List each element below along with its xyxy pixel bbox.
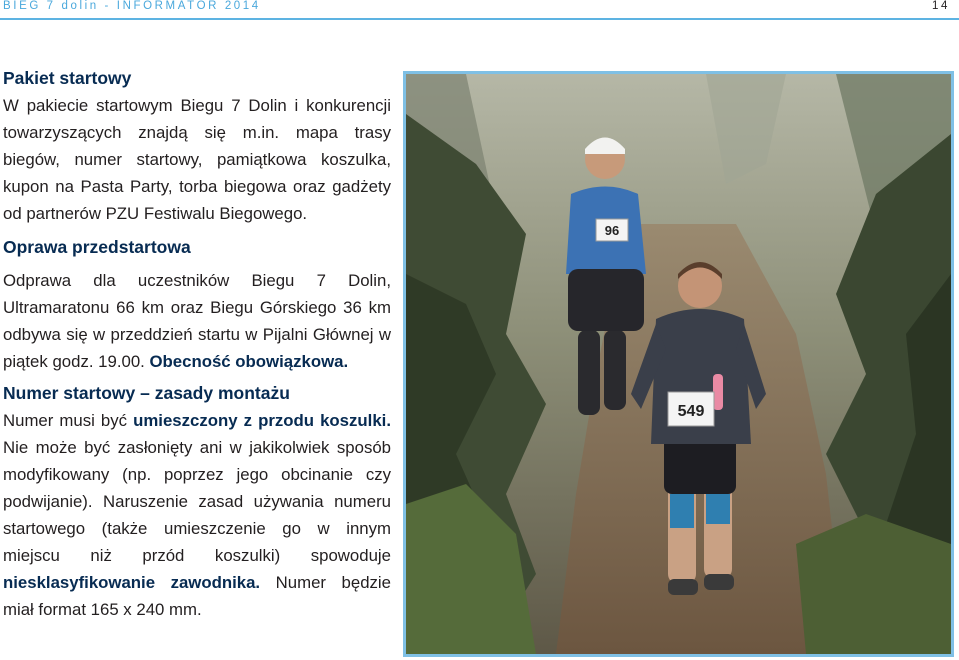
section-text-briefing [3,267,391,375]
bib-rules-end: Numer będzie miał format 165 x 240 mm. [3,573,391,619]
runners-photo [403,71,954,657]
briefing-text: Odprawa dla uczestników Biegu 7 Dolin, Ultramaratonu 66 km oraz Biegu Górskiego 36 km odbywa się w przeddzień startu w Pijalni Głównej w piątek godz. 19.00. [3,271,391,371]
header-rule [0,18,959,20]
section-text-starter-pack: W pakiecie startowym Biegu 7 Dolin i konkurencji towarzyszących znajdą się m.in. mapa trasy biegów, numer startowy, pamiątkowa koszulka, kupon na Pasta Party, torba biegowa oraz gadżety od partnerów PZU Festiwalu Biegowego. [3,96,391,223]
section-heading-starter-pack: Pakiet startowy [3,68,132,88]
bib-number-back: 96 [604,223,620,238]
bib-rules-mid: Nie może być zasłonięty ani w jakikolwiek sposób modyfikowany (np. poprzez jego obcinanie czy podwijanie). Naruszenie zasad używania numeru startowego (także umieszczenie go w innym miejscu niż przód koszulki) spowoduje [3,438,391,565]
runners-illustration [406,74,951,654]
page-number: 14 [932,0,950,12]
section-heading-bib-rules: Numer startowy – zasady montażu [3,383,290,403]
page-header [0,0,959,16]
text-column [3,64,391,623]
briefing-mandatory: Obecność obowiązkowa. [149,352,349,371]
bib-rules-front: umieszczony z przodu koszulki. [133,411,391,430]
publication-title: BIEG 7 dolin - INFORMATOR 2014 [3,0,261,12]
bib-rules-intro: Numer musi być [3,411,128,430]
section-text-bib-rules [3,407,391,623]
bib-rules-disqualify: niesklasyfikowanie zawodnika. [3,573,261,592]
bib-number-front: 549 [677,403,705,420]
section-heading-briefing: Oprawa przedstartowa [3,237,191,257]
